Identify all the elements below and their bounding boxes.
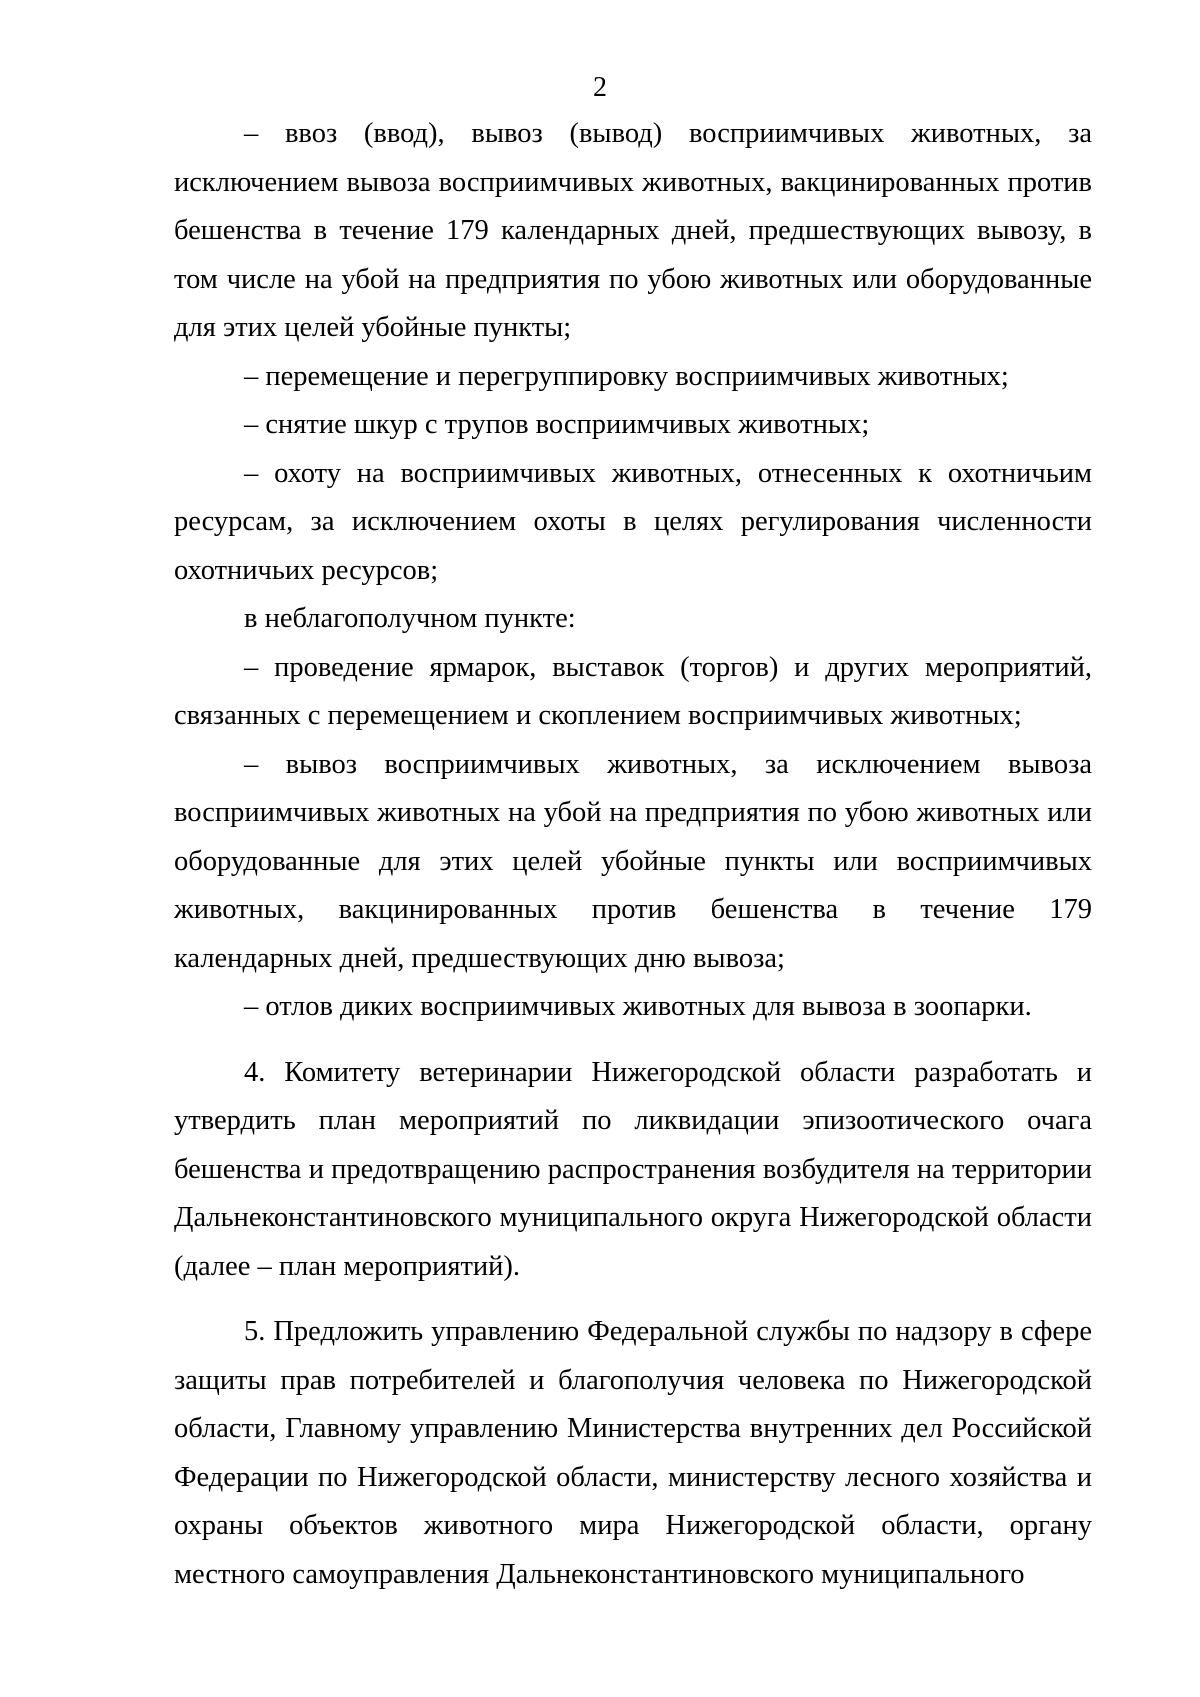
- paragraph-fairs-ban: – проведение ярмарок, выставок (торгов) и других мероприятий, связанных с перемещением и скоплением восприимчивых животных;: [174, 651, 1092, 731]
- paragraph-unfavorable-point-heading: в неблагополучном пункте:: [244, 603, 576, 634]
- paragraph-hunting-ban: – охоту на восприимчивых животных, отнесенных к охотничьим ресурсам, за исключением охоты в целях регулирования численности охотничьих ресурсов;: [174, 457, 1092, 586]
- paragraph-import-export-ban: – ввоз (ввод), вывоз (вывод) восприимчивых животных, за исключением вывоза восприимчивых животных, вакцинированных против бешенства в течение 179 календарных дней, предшествующих вывозу, в том числе на убой на предприятия по убою животных или оборудованные для этих целей убойные пункты;: [174, 118, 1092, 343]
- paragraph-export-ban: – вывоз восприимчивых животных, за исключением вывоза восприимчивых животных на убой на предприятия по убою животных или оборудованные для этих целей убойные пункты или восприимчивых животных, вакцинированных против бешенства в течение 179 календарных дней, предшествующих дню вывоза;: [174, 748, 1092, 974]
- paragraph-capture-ban: – отлов диких восприимчивых животных для вывоза в зоопарки.: [244, 991, 1032, 1022]
- paragraph-skinning-ban: – снятие шкур с трупов восприимчивых животных;: [244, 409, 870, 440]
- paragraph-relocation-ban: – перемещение и перегруппировку восприимчивых животных;: [244, 360, 1009, 392]
- page-number: 2: [593, 72, 607, 103]
- paragraph-item-4: 4. Комитету ветеринарии Нижегородской области разработать и утвердить план мероприятий по ликвидации эпизоотического очага бешенства и предотвращению распространения возбудителя на территории Дальнеконстантиновского муниципального округа Нижегородской области (далее – план мероприятий).: [174, 1056, 1092, 1282]
- paragraph-item-5: 5. Предложить управлению Федеральной службы по надзору в сфере защиты прав потребителей и благополучия человека по Нижегородской области, Главному управлению Министерства внутренних дел Российской Федерации по Нижегородской области, министерству лесного хозяйства и охраны объектов животного мира Нижегородской области, органу местного самоуправления Дальнеконстантиновского муниципального: [174, 1316, 1092, 1590]
- document-body: [174, 110, 1092, 1599]
